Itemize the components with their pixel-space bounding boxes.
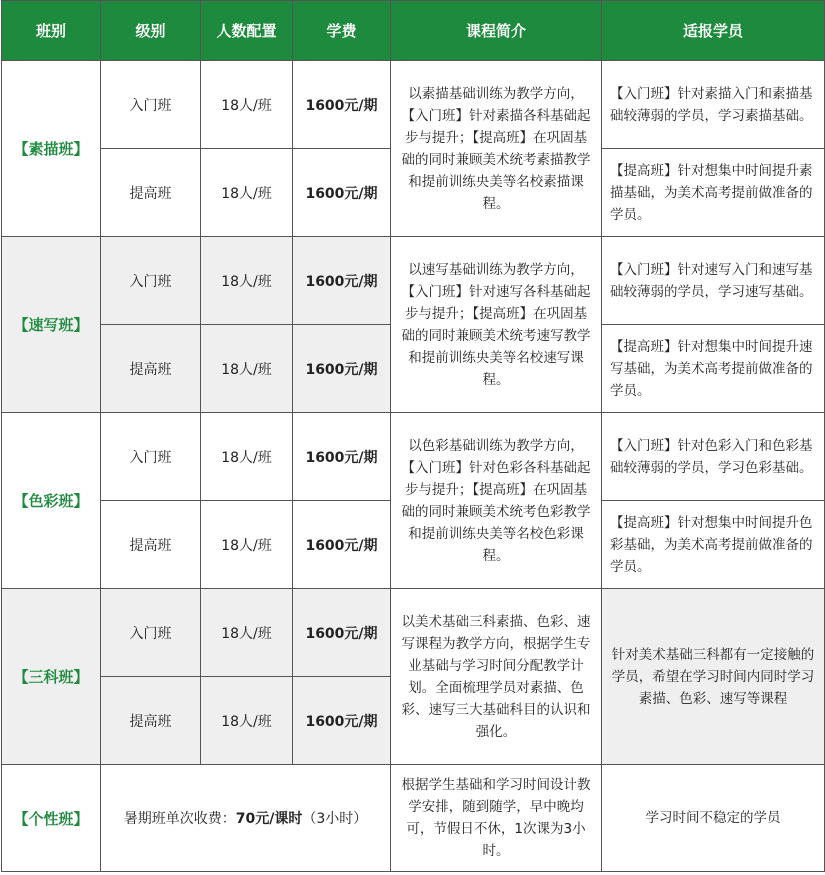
class-name: 【速写班】 [2, 237, 101, 413]
table-row [2, 61, 825, 149]
size-cell: 18人/班 [201, 501, 293, 589]
level-cell: 提高班 [101, 149, 201, 237]
size-cell: 18人/班 [201, 149, 293, 237]
fee-cell: 1600元/期 [293, 149, 391, 237]
personal-fee [101, 765, 391, 872]
fee-cell: 1600元/期 [293, 413, 391, 501]
header-fee: 学费 [293, 1, 391, 61]
size-cell: 18人/班 [201, 677, 293, 765]
fee-cell: 1600元/期 [293, 237, 391, 325]
level-cell: 提高班 [101, 325, 201, 413]
header-class: 班别 [2, 1, 101, 61]
target-students: 学习时间不稳定的学员 [602, 765, 825, 872]
fee-cell: 1600元/期 [293, 61, 391, 149]
course-intro: 以美术基础三科素描、色彩、速写课程为教学方向，根据学生专业基础与学习时间分配教学计划。全面梳理学员对素描、色彩、速写三大基础科目的认识和强化。 [391, 589, 602, 765]
size-cell: 18人/班 [201, 413, 293, 501]
table-row [2, 413, 825, 501]
level-cell: 入门班 [101, 413, 201, 501]
course-intro: 以速写基础训练为教学方向，【入门班】针对速写各科基础起步与提升；【提高班】在巩固基础的同时兼顾美术统考速写教学和提前训练央美等名校速写课程。 [391, 237, 602, 413]
class-name: 【素描班】 [2, 61, 101, 237]
personal-fee-prefix: 暑期班单次收费： [123, 811, 236, 827]
class-name: 【色彩班】 [2, 413, 101, 589]
fee-cell: 1600元/期 [293, 501, 391, 589]
level-cell: 入门班 [101, 589, 201, 677]
personal-fee-amount: 70元/课时 [235, 811, 303, 827]
course-intro: 以色彩基础训练为教学方向，【入门班】针对色彩各科基础起步与提升；【提高班】在巩固基础的同时兼顾美术统考色彩教学和提前训练央美等名校色彩课程。 [391, 413, 602, 589]
target-students: 针对美术基础三科都有一定接触的学员，希望在学习时间内同时学习素描、色彩、速写等课程 [602, 589, 825, 765]
header-size: 人数配置 [201, 1, 293, 61]
table-row [2, 589, 825, 677]
target-students: 【入门班】针对速写入门和速写基础较薄弱的学员，学习速写基础。 [602, 237, 825, 325]
level-cell: 入门班 [101, 237, 201, 325]
fee-cell: 1600元/期 [293, 589, 391, 677]
class-name: 【三科班】 [2, 589, 101, 765]
course-table [1, 0, 825, 872]
header-fit: 适报学员 [602, 1, 825, 61]
size-cell: 18人/班 [201, 325, 293, 413]
personal-fee-suffix: （3小时） [302, 811, 368, 827]
fee-cell: 1600元/期 [293, 677, 391, 765]
fee-cell: 1600元/期 [293, 325, 391, 413]
table-row [2, 237, 825, 325]
size-cell: 18人/班 [201, 589, 293, 677]
target-students: 【入门班】针对色彩入门和色彩基础较薄弱的学员，学习色彩基础。 [602, 413, 825, 501]
table-header-row [2, 1, 825, 61]
header-intro: 课程简介 [391, 1, 602, 61]
target-students: 【提高班】针对想集中时间提升素描基础，为美术高考提前做准备的学员。 [602, 149, 825, 237]
size-cell: 18人/班 [201, 237, 293, 325]
target-students: 【入门班】针对素描入门和素描基础较薄弱的学员，学习素描基础。 [602, 61, 825, 149]
header-level: 级别 [101, 1, 201, 61]
target-students: 【提高班】针对想集中时间提升速写基础，为美术高考提前做准备的学员。 [602, 325, 825, 413]
level-cell: 入门班 [101, 61, 201, 149]
class-name: 【个性班】 [2, 765, 101, 872]
level-cell: 提高班 [101, 501, 201, 589]
course-intro: 根据学生基础和学习时间设计教学安排，随到随学，早中晚均可，节假日不休，1次课为3小时。 [391, 765, 602, 872]
course-intro: 以素描基础训练为教学方向，【入门班】针对素描各科基础起步与提升；【提高班】在巩固基础的同时兼顾美术统考素描教学和提前训练央美等名校素描课程。 [391, 61, 602, 237]
table-row [2, 765, 825, 872]
level-cell: 提高班 [101, 677, 201, 765]
target-students: 【提高班】针对想集中时间提升色彩基础，为美术高考提前做准备的学员。 [602, 501, 825, 589]
size-cell: 18人/班 [201, 61, 293, 149]
